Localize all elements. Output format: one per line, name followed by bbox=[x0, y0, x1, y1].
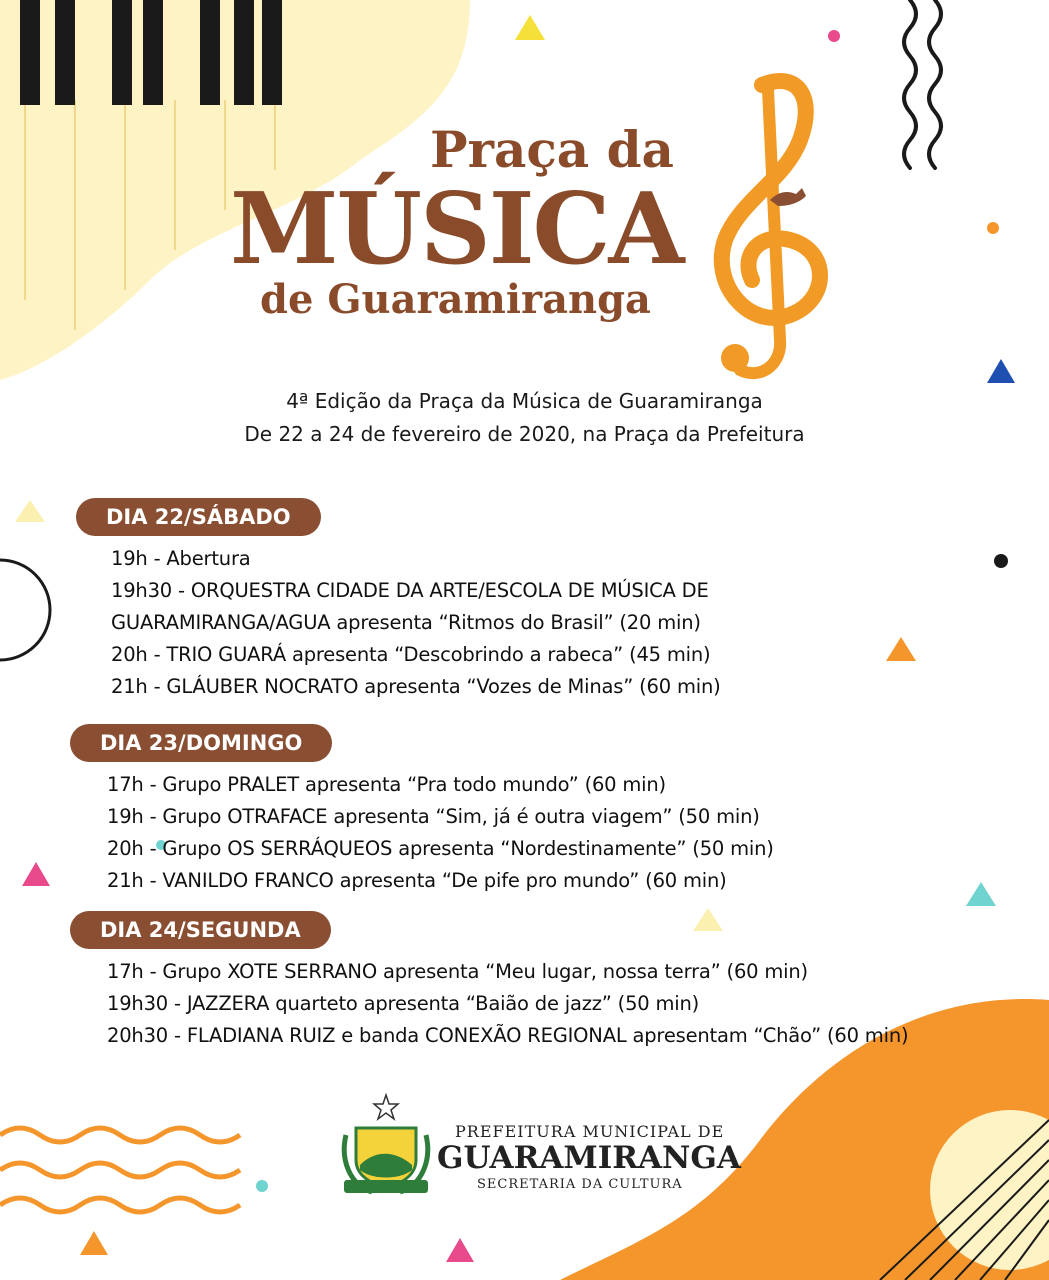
circle-outline bbox=[0, 560, 50, 660]
treble-clef-icon bbox=[721, 81, 820, 373]
schedule-item: 19h30 - ORQUESTRA CIDADE DA ARTE/ESCOLA DE MÚSICA DE bbox=[111, 579, 709, 602]
logo-line-1: PREFEITURA MUNICIPAL DE bbox=[455, 1122, 725, 1141]
date-location-line: De 22 a 24 de fevereiro de 2020, na Praça da Prefeitura bbox=[244, 422, 805, 446]
dot-teal-2 bbox=[256, 1180, 268, 1192]
day-badge-24: DIA 24/SEGUNDA bbox=[70, 911, 331, 949]
schedule-item: GUARAMIRANGA/AGUA apresenta “Ritmos do Brasil” (20 min) bbox=[111, 611, 701, 634]
logo-line-3: SECRETARIA DA CULTURA bbox=[477, 1177, 683, 1192]
schedule-item: 21h - GLÁUBER NOCRATO apresenta “Vozes de Minas” (60 min) bbox=[111, 675, 721, 698]
day-badge-22: DIA 22/SÁBADO bbox=[76, 498, 321, 536]
schedule-item: 20h - Grupo OS SERRÁQUEOS apresenta “Nordestinamente” (50 min) bbox=[107, 837, 774, 860]
triangle-orange-2 bbox=[80, 1231, 108, 1255]
squiggle-lines bbox=[904, 0, 941, 168]
triangle-blue bbox=[987, 359, 1015, 383]
triangle-cream bbox=[15, 500, 45, 522]
schedule-item: 19h30 - JAZZERA quarteto apresenta “Baião de jazz” (50 min) bbox=[107, 992, 700, 1015]
schedule-item: 19h - Abertura bbox=[111, 547, 251, 570]
title-line-1: Praça da bbox=[430, 120, 674, 179]
schedule-item: 17h - Grupo XOTE SERRANO apresenta “Meu lugar, nossa terra” (60 min) bbox=[107, 960, 808, 983]
triangle-orange bbox=[886, 637, 916, 661]
schedule-item: 20h30 - FLADIANA RUIZ e banda CONEXÃO REGIONAL apresentam “Chão” (60 min) bbox=[107, 1024, 909, 1047]
piano-black-keys bbox=[20, 0, 282, 105]
day-badge-23: DIA 23/DOMINGO bbox=[70, 724, 332, 762]
schedule-item: 19h - Grupo OTRAFACE apresenta “Sim, já é outra viagem” (50 min) bbox=[107, 805, 760, 828]
triangle-cream-2 bbox=[693, 908, 723, 931]
edition-line: 4ª Edição da Praça da Música de Guaramiranga bbox=[286, 389, 763, 413]
triangle-pink bbox=[22, 862, 50, 886]
dot-orange bbox=[987, 222, 999, 234]
city-seal-icon bbox=[344, 1095, 428, 1193]
dot-pink bbox=[828, 30, 840, 42]
schedule-item: 21h - VANILDO FRANCO apresenta “De pife pro mundo” (60 min) bbox=[107, 869, 727, 892]
triangle-pink-2 bbox=[446, 1238, 474, 1262]
dot-black bbox=[994, 554, 1008, 568]
schedule-item: 17h - Grupo PRALET apresenta “Pra todo mundo” (60 min) bbox=[107, 773, 666, 796]
title-line-3: de Guaramiranga bbox=[260, 276, 651, 323]
triangle-yellow bbox=[515, 15, 545, 40]
schedule-item: 20h - TRIO GUARÁ apresenta “Descobrindo a rabeca” (45 min) bbox=[111, 643, 711, 666]
triangle-teal bbox=[966, 882, 996, 906]
title-line-2: MÚSICA bbox=[230, 172, 683, 287]
logo-line-2: GUARAMIRANGA bbox=[437, 1140, 741, 1176]
orange-waves bbox=[0, 1128, 240, 1212]
